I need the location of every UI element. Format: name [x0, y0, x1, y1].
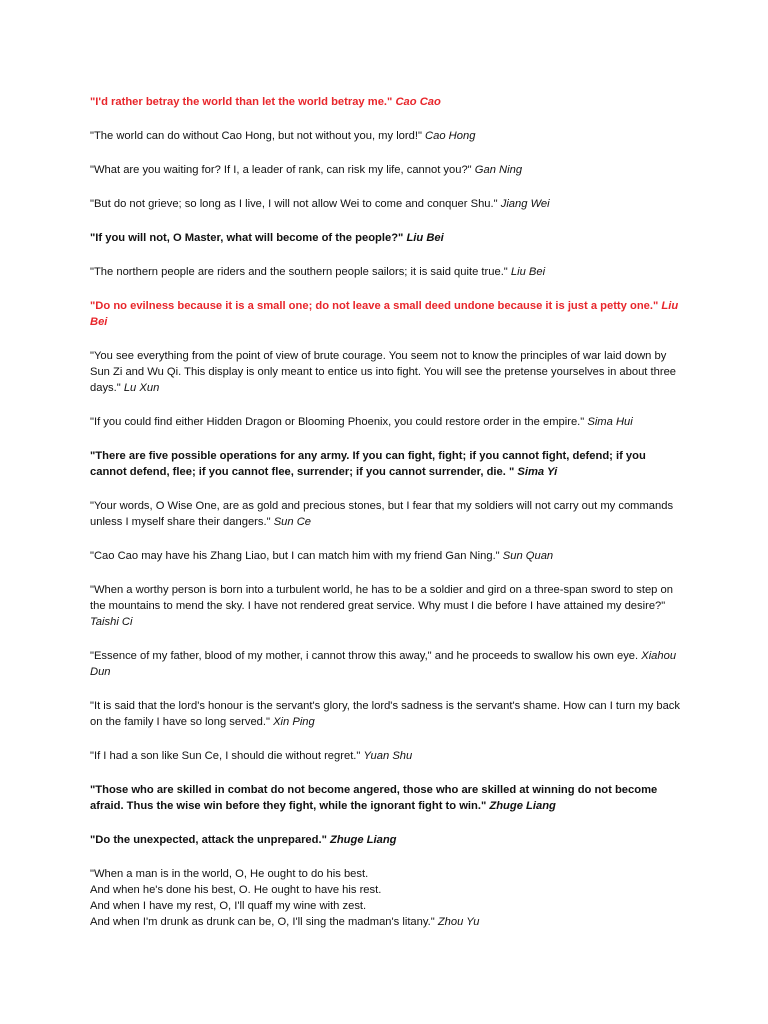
quote-text: "When a man is in the world, O, He ought to do his best. And when he's done his best, O. He ought to have his rest. And when I have my rest, O, I'll quaff my wine with zest. And when I'm drunk as drunk can be, O, I'll sing the madman's litany."	[90, 868, 435, 928]
document-page	[90, 94, 680, 948]
quote-text: "When a worthy person is born into a turbulent world, he has to be a soldier and gird on a three-span sword to step on the mountains to mend the sky. I have not rendered great service. Why must I die before I have attained my desire?"	[90, 584, 673, 612]
quote-author: Taishi Ci	[90, 616, 133, 628]
quote-paragraph	[90, 698, 680, 730]
quote-text: "I'd rather betray the world than let the world betray me."	[90, 96, 393, 108]
quote-text: "The world can do without Cao Hong, but not without you, my lord!"	[90, 130, 422, 142]
quote-text: "Those who are skilled in combat do not become angered, those who are skilled at winning do not become afraid. Thus the wise win before they fight, while the ignorant fight to win."	[90, 784, 658, 812]
quote-text: "Do no evilness because it is a small one; do not leave a small deed undone because it is just a petty one."	[90, 300, 659, 312]
quote-paragraph	[90, 128, 680, 144]
quote-text: "If I had a son like Sun Ce, I should die without regret."	[90, 750, 361, 762]
quote-author: Yuan Shu	[363, 750, 413, 762]
quote-text: "There are five possible operations for any army. If you can fight, fight; if you cannot fight, defend; if you cannot defend, flee; if you cannot flee, surrender; if you cannot surrender, die. "	[90, 450, 646, 478]
quote-text: "If you will not, O Master, what will become of the people?"	[90, 232, 404, 244]
quote-author: Liu Bei	[406, 232, 444, 244]
quote-text: "The northern people are riders and the southern people sailors; it is said quite true."	[90, 266, 508, 278]
quote-text: "Cao Cao may have his Zhang Liao, but I can match him with my friend Gan Ning."	[90, 550, 500, 562]
quote-author: Jiang Wei	[500, 198, 550, 210]
quote-paragraph	[90, 866, 680, 930]
quote-author: Xin Ping	[273, 716, 315, 728]
quote-author: Liu Bei	[90, 300, 679, 328]
quote-paragraph	[90, 230, 680, 246]
quote-author: Sima Yi	[517, 466, 558, 478]
quote-author: Sun Quan	[502, 550, 554, 562]
quote-author: Sun Ce	[273, 516, 312, 528]
quote-paragraph	[90, 782, 680, 814]
quote-text: "Your words, O Wise One, are as gold and precious stones, but I fear that my soldiers will not carry out my commands unless I myself share their dangers."	[90, 500, 674, 528]
quote-text: "But do not grieve; so long as I live, I will not allow Wei to come and conquer Shu."	[90, 198, 498, 210]
quote-author: Gan Ning	[474, 164, 523, 176]
quote-paragraph	[90, 348, 680, 396]
quote-author: Liu Bei	[510, 266, 546, 278]
quote-author: Sima Hui	[587, 416, 633, 428]
quote-author: Lu Xun	[123, 382, 160, 394]
quote-paragraph	[90, 94, 680, 110]
quote-paragraph	[90, 582, 680, 630]
quote-paragraph	[90, 162, 680, 178]
quote-paragraph	[90, 498, 680, 530]
quote-text: "Do the unexpected, attack the unprepared."	[90, 834, 327, 846]
quote-text: "It is said that the lord's honour is the servant's glory, the lord's sadness is the servant's shame. How can I turn my back on the family I have so long served."	[90, 700, 680, 728]
quote-text: "Essence of my father, blood of my mother, i cannot throw this away," and he proceeds to swallow his own eye.	[90, 650, 639, 662]
quote-author: Zhuge Liang	[330, 834, 397, 846]
quote-paragraph	[90, 832, 680, 848]
quote-paragraph	[90, 264, 680, 280]
quote-paragraph	[90, 448, 680, 480]
quote-author: Cao Hong	[425, 130, 476, 142]
quote-paragraph	[90, 648, 680, 680]
quote-paragraph	[90, 196, 680, 212]
quote-text: "What are you waiting for? If I, a leader of rank, can risk my life, cannot you?"	[90, 164, 472, 176]
quote-text: "You see everything from the point of view of brute courage. You seem not to know the principles of war laid down by Sun Zi and Wu Qi. This display is only meant to entice us into fight. You will see the pretense yourselves in about three days."	[90, 350, 677, 394]
quote-author: Cao Cao	[395, 96, 441, 108]
quote-author: Xiahou Dun	[90, 650, 677, 678]
quote-paragraph	[90, 548, 680, 564]
quote-author: Zhou Yu	[437, 916, 480, 928]
quote-text: "If you could find either Hidden Dragon or Blooming Phoenix, you could restore order in the empire."	[90, 416, 585, 428]
quote-paragraph	[90, 298, 680, 330]
quote-paragraph	[90, 414, 680, 430]
quote-paragraph	[90, 748, 680, 764]
quote-author: Zhuge Liang	[489, 800, 556, 812]
